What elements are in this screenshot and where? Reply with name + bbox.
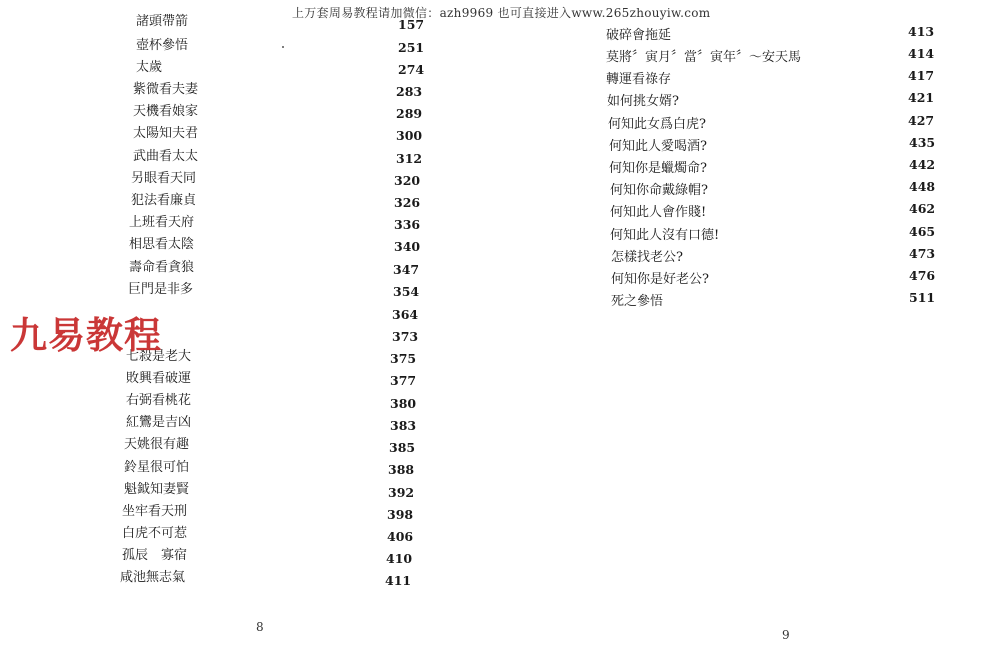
toc-entry-page: 289 <box>396 106 423 121</box>
toc-entry-title: 敗興看破運 <box>126 371 192 386</box>
toc-entry-page: 385 <box>389 440 416 455</box>
toc-entry-page: 427 <box>908 113 935 128</box>
toc-entry-page: 462 <box>909 201 936 216</box>
toc-entry-page: 442 <box>909 157 936 172</box>
toc-entry-page: 373 <box>392 329 419 344</box>
toc-entry-page: 411 <box>385 573 412 588</box>
header-banner: 上万套周易教程请加微信：azh9969 也可直接进入www.265zhouyiw.com <box>292 6 711 20</box>
toc-entry-page: 312 <box>396 151 423 166</box>
toc-entry-page: 398 <box>387 507 414 522</box>
toc-entry-page: 511 <box>909 290 936 305</box>
toc-entry-page: 364 <box>392 307 419 322</box>
toc-entry-title: 坐牢看天刑 <box>122 504 188 519</box>
toc-entry-page: 421 <box>908 90 935 105</box>
toc-entry-title: 天姚很有趣 <box>124 437 190 452</box>
toc-entry-title: 咸池無志氣 <box>120 570 186 585</box>
toc-entry-title: 巨門是非多 <box>128 282 194 297</box>
toc-entry-page: 465 <box>909 224 936 239</box>
toc-entry-page: 251 <box>398 40 425 55</box>
toc-entry-title: 魁鉞知妻賢 <box>124 482 190 497</box>
toc-entry-title: 何知你是好老公? <box>611 272 709 287</box>
page-number-right: 9 <box>782 628 790 642</box>
toc-entry-title: 何知你是蠟燭命? <box>609 161 707 176</box>
toc-entry-title: 何知此女爲白虎? <box>608 117 706 132</box>
toc-entry-page: 157 <box>398 17 425 32</box>
toc-entry-page: 380 <box>390 396 417 411</box>
toc-entry-page: 340 <box>394 239 421 254</box>
toc-entry-title: 何知此人會作賤! <box>610 205 707 220</box>
toc-entry-title: 怎樣找老公? <box>611 250 683 265</box>
toc-entry-title: 紅鸞是吉凶 <box>126 415 192 430</box>
toc-entry-title: 破碎會拖延 <box>606 28 672 43</box>
toc-entry-title: 死之參悟 <box>611 294 664 309</box>
toc-entry-title: 鈴星很可怕 <box>124 460 190 475</box>
toc-entry-page: 388 <box>388 462 415 477</box>
toc-entry-page: 448 <box>909 179 936 194</box>
toc-entry-title: 武曲看太太 <box>133 149 199 164</box>
toc-right-column <box>500 0 1004 650</box>
toc-entry-page: 377 <box>390 373 417 388</box>
toc-entry-title: 壺杯參悟 <box>136 38 189 53</box>
toc-entry-title: 太陽知夫君 <box>133 126 199 141</box>
toc-entry-page: 320 <box>394 173 421 188</box>
toc-entry-page: 392 <box>388 485 415 500</box>
toc-entry-page: 300 <box>396 128 423 143</box>
toc-entry-title: 何知你命戴綠帽? <box>610 183 708 198</box>
toc-entry-page: 375 <box>390 351 417 366</box>
toc-entry-page: 413 <box>908 24 935 39</box>
toc-entry-page: 414 <box>908 46 935 61</box>
toc-entry-page: 410 <box>386 551 413 566</box>
toc-entry-page: 326 <box>394 195 421 210</box>
toc-entry-title: 相思看太陰 <box>129 237 195 252</box>
toc-entry-page: 354 <box>393 284 420 299</box>
toc-entry-title: 莫將〞寅月〞當〞寅年〞～安天馬 <box>606 50 802 65</box>
toc-entry-page: 417 <box>908 68 935 83</box>
toc-entry-page: 336 <box>394 217 421 232</box>
toc-entry-title: 轉運看祿存 <box>606 72 672 87</box>
toc-entry-title: 天機看娘家 <box>133 104 199 119</box>
toc-entry-page: 347 <box>393 262 420 277</box>
toc-entry-title: 何知此人愛喝酒? <box>609 139 707 154</box>
toc-entry-title: 右弼看桃花 <box>126 393 192 408</box>
page-number-left: 8 <box>256 620 264 634</box>
toc-entry-page: 383 <box>390 418 417 433</box>
toc-entry-title: 白虎不可惹 <box>122 526 188 541</box>
toc-entry-title: 紫微看夫妻 <box>133 82 199 97</box>
toc-entry-title: 太歲 <box>136 60 163 75</box>
toc-entry-title: 何知此人沒有口德! <box>610 228 720 243</box>
toc-entry-title: 壽命看貪狼 <box>129 260 195 275</box>
toc-entry-title: 上班看天府 <box>129 215 195 230</box>
toc-entry-title: 如何挑女婿? <box>607 94 679 109</box>
toc-entry-page: 274 <box>398 62 425 77</box>
toc-entry-title: 犯法看廉貞 <box>131 193 197 208</box>
toc-entry-page: 476 <box>909 268 936 283</box>
toc-entry-page: 473 <box>909 246 936 261</box>
toc-entry-page: 406 <box>387 529 414 544</box>
watermark-logo: 九易教程 <box>10 314 162 357</box>
toc-entry-title: 孤辰 寡宿 <box>122 548 188 563</box>
toc-entry-title: 諸頭帶箭 <box>136 14 189 29</box>
toc-entry-page: 435 <box>909 135 936 150</box>
scan-speck <box>282 46 284 48</box>
toc-entry-page: 283 <box>396 84 423 99</box>
toc-entry-title: 另眼看天同 <box>131 171 197 186</box>
toc-entry-title: 七殺是老大 <box>126 349 192 364</box>
